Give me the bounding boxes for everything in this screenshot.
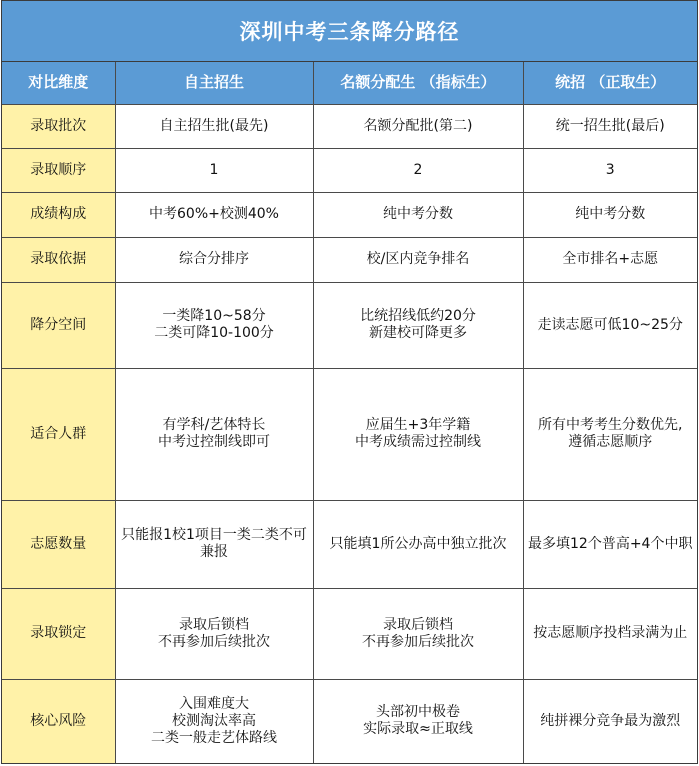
table-cell: 全市排名+志愿: [523, 237, 697, 282]
table-row: [2, 368, 697, 500]
header-cell-independent-admission: 自主招生: [115, 62, 313, 104]
table-cell: 录取后锁档 不再参加后续批次: [115, 588, 313, 679]
row-label: 适合人群: [2, 368, 115, 500]
table-cell: 只能报1校1项目一类二类不可 兼报: [115, 500, 313, 588]
table-cell: 入围难度大 校测淘汰率高 二类一般走艺体路线: [115, 679, 313, 763]
table-row: [2, 588, 697, 679]
table-cell: 纯中考分数: [313, 192, 523, 237]
table-cell: 按志愿顺序投档录满为止: [523, 588, 697, 679]
header-row: [2, 62, 697, 104]
table-row: [2, 679, 697, 763]
table-cell: 自主招生批(最先): [115, 104, 313, 148]
table-cell: 综合分排序: [115, 237, 313, 282]
table-cell: 一类降10~58分 二类可降10-100分: [115, 282, 313, 368]
row-label: 录取锁定: [2, 588, 115, 679]
table-row: [2, 282, 697, 368]
table-cell: 所有中考考生分数优先, 遵循志愿顺序: [523, 368, 697, 500]
table-cell: 走读志愿可低10~25分: [523, 282, 697, 368]
header-cell-unified-admission: 统招 （正取生）: [523, 62, 697, 104]
table-cell: 纯拼裸分竞争最为激烈: [523, 679, 697, 763]
table-row: [2, 104, 697, 148]
table-row: [2, 237, 697, 282]
table-row: [2, 500, 697, 588]
table-row: [2, 148, 697, 192]
comparison-document: [1, 0, 698, 764]
table-cell: 统一招生批(最后): [523, 104, 697, 148]
row-label: 录取顺序: [2, 148, 115, 192]
header-cell-dimension: 对比维度: [2, 62, 115, 104]
comparison-table: [2, 62, 697, 763]
row-label: 录取依据: [2, 237, 115, 282]
table-cell: 只能填1所公办高中独立批次: [313, 500, 523, 588]
table-cell: 有学科/艺体特长 中考过控制线即可: [115, 368, 313, 500]
row-label: 降分空间: [2, 282, 115, 368]
table-cell: 比统招线低约20分 新建校可降更多: [313, 282, 523, 368]
table-cell: 3: [523, 148, 697, 192]
table-cell: 头部初中极卷 实际录取≈正取线: [313, 679, 523, 763]
document-title: 深圳中考三条降分路径: [2, 1, 697, 62]
row-label: 核心风险: [2, 679, 115, 763]
table-cell: 应届生+3年学籍 中考成绩需过控制线: [313, 368, 523, 500]
table-cell: 最多填12个普高+4个中职: [523, 500, 697, 588]
table-cell: 1: [115, 148, 313, 192]
row-label: 志愿数量: [2, 500, 115, 588]
table-row: [2, 192, 697, 237]
table-cell: 纯中考分数: [523, 192, 697, 237]
table-cell: 名额分配批(第二): [313, 104, 523, 148]
table-cell: 录取后锁档 不再参加后续批次: [313, 588, 523, 679]
row-label: 成绩构成: [2, 192, 115, 237]
table-cell: 校/区内竞争排名: [313, 237, 523, 282]
table-cell: 中考60%+校测40%: [115, 192, 313, 237]
row-label: 录取批次: [2, 104, 115, 148]
table-cell: 2: [313, 148, 523, 192]
header-cell-quota-allocation: 名额分配生 （指标生）: [313, 62, 523, 104]
